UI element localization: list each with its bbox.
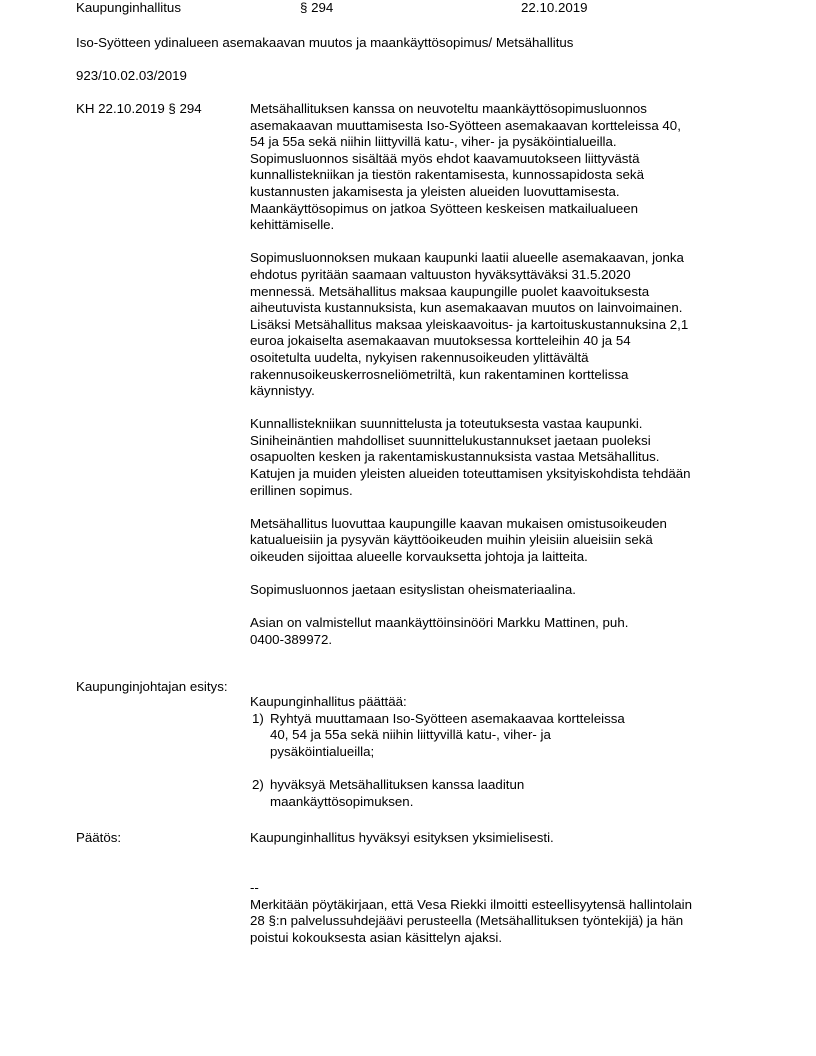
body-paragraph: Kunnallistekniikan suunnittelusta ja toteutuksesta vastaa kaupunki. Siniheinäntien mahdolliset suunnittelukustannukset jaetaan puoleksi osapuolten kesken ja rakentamiskustannuksista vastaa Metsähallitus. Katujen ja muiden yleisten alueiden toteuttamisen yksityiskohdista tehdään erillinen sopimus. bbox=[250, 416, 691, 498]
proposal-item: 1) Ryhtyä muuttamaan Iso-Syötteen asemakaavaa kortteleissa 40, 54 ja 55a sekä niihin liittyvillä katu-, viher- ja pysäköintialueilla; bbox=[252, 710, 625, 759]
record-id: 923/10.02.03/2019 bbox=[76, 68, 187, 83]
minutes-note: -- Merkitään pöytäkirjaan, että Vesa Riekki ilmoitti esteellisyytensä hallintolain 28 §:n palvelussuhdejäävi perusteella (Metsähallituksen työntekijä) ja hän poistui kokouksesta asian käsittelyn ajaksi. bbox=[250, 880, 750, 946]
decision-text: Kaupunginhallitus hyväksyi esityksen yksimielisesti. bbox=[250, 830, 554, 845]
note-separator: -- bbox=[250, 880, 259, 895]
body-text bbox=[250, 101, 750, 665]
body-paragraph: Metsähallitus luovuttaa kaupungille kaavan mukaisen omistusoikeuden katualueisiin ja pysyvän käyttöoikeuden muihin yleisiin alueisiin sekä oikeuden sijoittaa alueelle korvauksetta johtoja ja laitteita. bbox=[250, 515, 667, 565]
decision-label: Päätös: bbox=[76, 830, 122, 845]
meeting-ref: KH 22.10.2019 § 294 bbox=[76, 101, 202, 116]
list-number: 1) bbox=[252, 710, 264, 726]
proposal-intro: Kaupunginhallitus päättää: bbox=[250, 694, 407, 709]
body-paragraph: Asian on valmistellut maankäyttöinsinööri Markku Mattinen, puh. 0400-389972. bbox=[250, 615, 629, 647]
proposal-block bbox=[250, 694, 750, 810]
header-section: § 294 bbox=[300, 0, 334, 15]
document-subject: Iso-Syötteen ydinalueen asemakaavan muutos ja maankäyttösopimus/ Metsähallitus bbox=[76, 35, 574, 50]
list-number: 2) bbox=[252, 776, 264, 792]
body-paragraph: Metsähallituksen kanssa on neuvoteltu maankäyttösopimusluonnos asemakaavan muuttamisesta Iso-Syötteen asemakaavan kortteleissa 40, 54 ja 55a sekä niihin liittyvillä katu-, viher- ja pysäköintialueilla. Sopimusluonnos sisältää myös ehdot kaavamuutokseen liittyvästä kunnallistekniikan ja tiestön rakentamisesta, kunnossapidosta sekä kustannusten jakamisesta ja yleisten alueiden luovuttamisesta. Maankäyttösopimus on jatkoa Syötteen keskeisen matkailualueen kehittämiselle. bbox=[250, 101, 681, 233]
proposal-item: 2) hyväksyä Metsähallituksen kanssa laaditun maankäyttösopimuksen. bbox=[252, 776, 525, 809]
header-date: 22.10.2019 bbox=[521, 0, 588, 15]
proposal-label: Kaupunginjohtajan esitys: bbox=[76, 679, 228, 694]
body-paragraph: Sopimusluonnos jaetaan esityslistan oheismateriaalina. bbox=[250, 582, 576, 598]
body-paragraph: Sopimusluonnoksen mukaan kaupunki laatii alueelle asemakaavan, jonka ehdotus pyritään saamaan valtuuston hyväksyttäväksi 31.5.2020 mennessä. Metsähallitus maksaa kaupungille puolet kaavoituksesta aiheutuvista kustannuksista, kun asemakaavan muutos on lainvoimainen. Lisäksi Metsähallitus maksaa yleiskaavoitus- ja kartoituskustannuksina 2,1 euroa jokaiselta asemakaavan muutoksessa kortteleihin 40 ja 54 osoitetulta uudelta, nykyisen rakennusoikeuden ylittävältä rakennusoikeuskerrosneliömetriltä, kun rakentaminen korttelissa käynnistyy. bbox=[250, 250, 689, 399]
header-org: Kaupunginhallitus bbox=[76, 0, 181, 15]
